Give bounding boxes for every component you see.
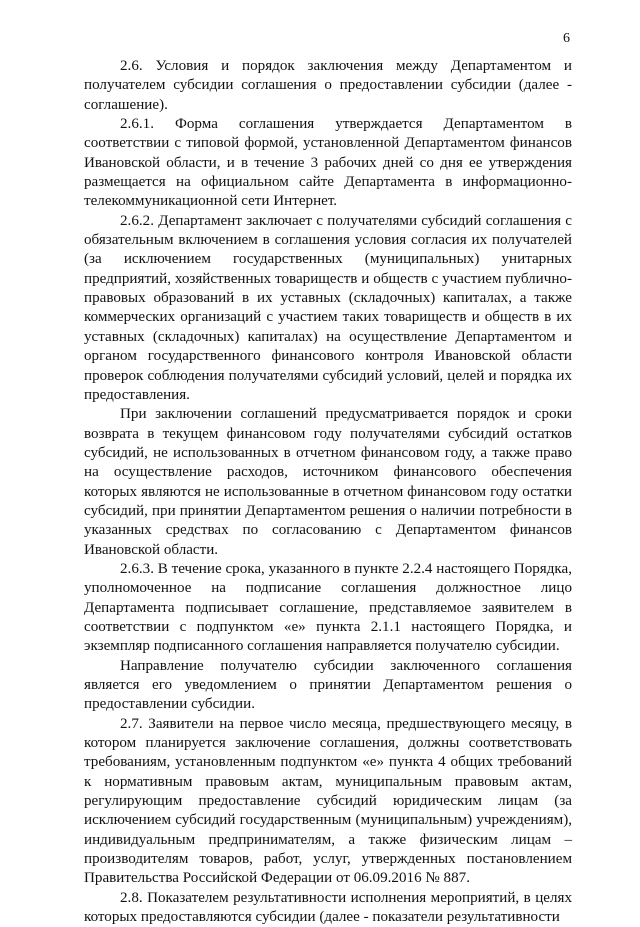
paragraph-2-6-3: 2.6.3. В течение срока, указанного в пункте 2.2.4 настоящего Порядка, уполномоченное на подписание соглашения должностное лицо Департамента подписывает соглашение, представляемое заявителем в соответствии с подпунктом «е» пункта 2.1.1 настоящего Порядка, и экземпляр подписанного соглашения направляется получателю субсидии. bbox=[84, 560, 572, 655]
paragraph-2-6: 2.6. Условия и порядок заключения между Департаментом и получателем субсидии соглашения о предоставлении субсидии (далее - соглашение). bbox=[84, 58, 572, 113]
paragraph-2-8: 2.8. Показателем результативности исполнения мероприятий, в целях которых предоставляются субсидии (далее - показатели результативности bbox=[84, 889, 572, 926]
document-body bbox=[84, 57, 572, 927]
paragraph-refund-terms: При заключении соглашений предусматривается порядок и сроки возврата в текущем финансовом году получателями субсидий остатков субсидий, не использованных в отчетном финансовом году, а также право на осуществление расходов, источником финансового обеспечения которых являются не использованные в отчетном финансовом году остатки субсидий, при принятии Департаментом решения о наличии потребности в указанных средствах по согласованию с Департаментом финансов Ивановской области. bbox=[84, 406, 572, 558]
page-number: 6 bbox=[563, 31, 570, 46]
paragraph-2-6-2: 2.6.2. Департамент заключает с получателями субсидий соглашения с обязательным включением в соглашения условия согласия их получателей (за исключением государственных (муниципальных) унитарных предприятий, хозяйственных товариществ и обществ с участием публично-правовых образований в их уставных (складочных) капиталах, а также коммерческих организаций с участием таких товариществ и обществ в их уставных (складочных) капиталах) на осуществление Департаментом и органом государственного финансового контроля Ивановской области проверок соблюдения получателями субсидий условий, целей и порядка их предоставления. bbox=[84, 212, 572, 403]
paragraph-2-6-1: 2.6.1. Форма соглашения утверждается Департаментом в соответствии с типовой формой, установленной Департаментом финансов Ивановской области, и в течение 3 рабочих дней со дня ее утверждения размещается на официальном сайте Департамента в информационно-телекоммуникационной сети Интернет. bbox=[84, 116, 572, 210]
paragraph-2-7: 2.7. Заявители на первое число месяца, предшествующего месяцу, в котором планируется заключение соглашения, должны соответствовать требованиям, установленным подпунктом «е» пункта 4 общих требований к нормативным правовым актам, муниципальным правовым актам, регулирующим предоставление субсидий юридическим лицам (за исключением субсидий государственным (муниципальным) учреждениям), индивидуальным предпринимателям, а также физическим лицам – производителям товаров, работ, услуг, утвержденных постановлением Правительства Российской Федерации от 06.09.2016 № 887. bbox=[84, 715, 572, 887]
paragraph-notification: Направление получателю субсидии заключенного соглашения является его уведомлением о принятии Департаментом решения о предоставлении субсидии. bbox=[84, 657, 572, 713]
